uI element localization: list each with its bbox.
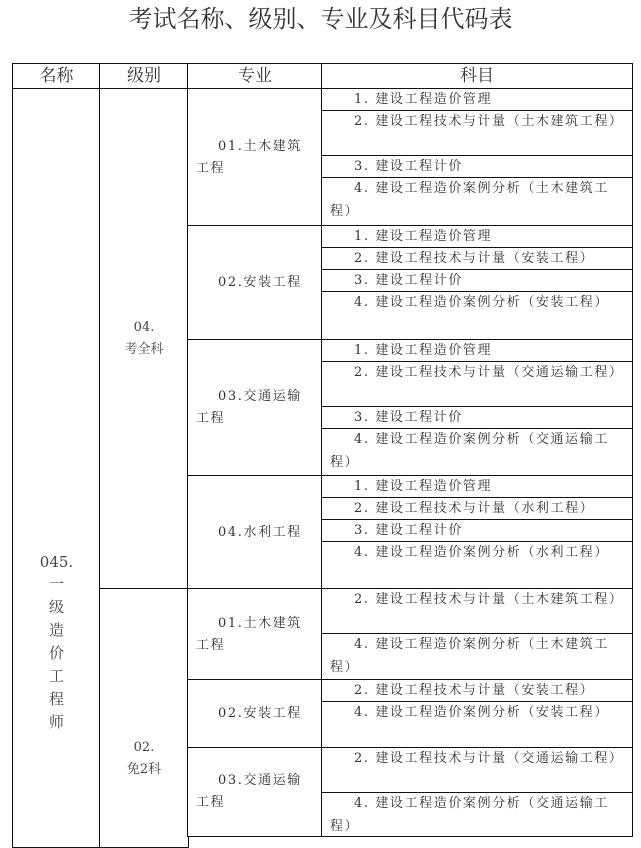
level-label: 免2科 <box>126 762 162 777</box>
specialty-cell: 01.土木建筑工程 <box>187 588 323 681</box>
header-specialty: 专业 <box>187 63 323 90</box>
page-title: 考试名称、级别、专业及科目代码表 <box>128 5 513 33</box>
level-cell-full <box>99 88 189 590</box>
header-level: 级别 <box>99 63 189 90</box>
subject-cell: 2. 建设工程技术与计量（土木建筑工程） <box>321 110 633 157</box>
subject-cell: 1. 建设工程造价管理 <box>321 475 633 499</box>
specialty-cell: 02.安装工程 <box>187 225 323 341</box>
exam-name-char: 造 <box>48 621 64 639</box>
specialty-cell: 03.交通运输工程 <box>187 747 323 837</box>
subject-cell: 2. 建设工程技术与计量（土木建筑工程） <box>321 588 633 635</box>
exam-name-char: 级 <box>48 598 64 616</box>
subject-cell: 1. 建设工程造价管理 <box>321 339 633 363</box>
subject-cell: 3. 建设工程计价 <box>321 155 633 179</box>
exam-code: 045. <box>39 553 74 571</box>
subject-cell: 4. 建设工程造价案例分析（交通运输工程） <box>321 428 633 477</box>
subject-cell: 4. 建设工程造价案例分析（水利工程） <box>321 541 633 590</box>
specialty-cell: 02.安装工程 <box>187 679 323 749</box>
exam-name-char: 程 <box>48 690 64 708</box>
level-code: 02. <box>133 740 155 755</box>
exam-name-char: 工 <box>48 667 64 685</box>
level-label: 考全科 <box>124 342 164 357</box>
subject-cell: 4. 建设工程造价案例分析（安装工程） <box>321 701 633 749</box>
subject-cell: 3. 建设工程计价 <box>321 269 633 293</box>
header-subject: 科目 <box>321 63 633 90</box>
subject-cell: 2. 建设工程技术与计量（交通运输工程） <box>321 361 633 408</box>
level-cell-exempt <box>99 588 189 848</box>
exam-name-char: 一 <box>48 575 64 593</box>
exam-name-char: 师 <box>48 713 64 731</box>
subject-cell: 4. 建设工程造价案例分析（土木建筑工程） <box>321 633 633 681</box>
subject-cell: 3. 建设工程计价 <box>321 406 633 430</box>
specialty-cell: 03.交通运输工程 <box>187 339 323 477</box>
subject-cell: 2. 建设工程技术与计量（安装工程） <box>321 679 633 703</box>
subject-cell: 2. 建设工程技术与计量（水利工程） <box>321 497 633 521</box>
level-code: 04. <box>133 320 155 335</box>
exam-name-cell <box>12 88 101 848</box>
subject-cell: 1. 建设工程造价管理 <box>321 225 633 249</box>
specialty-cell: 01.土木建筑工程 <box>187 88 323 227</box>
subject-cell: 1. 建设工程造价管理 <box>321 88 633 112</box>
subject-cell: 2. 建设工程技术与计量（交通运输工程） <box>321 747 633 794</box>
exam-name-char: 价 <box>48 644 64 662</box>
header-name: 名称 <box>12 63 101 90</box>
subject-cell: 4. 建设工程造价案例分析（土木建筑工程） <box>321 177 633 227</box>
specialty-cell: 04.水利工程 <box>187 475 323 590</box>
subject-cell: 3. 建设工程计价 <box>321 519 633 543</box>
subject-cell: 2. 建设工程技术与计量（安装工程） <box>321 247 633 271</box>
subject-cell: 4. 建设工程造价案例分析（交通运输工程） <box>321 792 633 837</box>
subject-cell: 4. 建设工程造价案例分析（安装工程） <box>321 291 633 341</box>
